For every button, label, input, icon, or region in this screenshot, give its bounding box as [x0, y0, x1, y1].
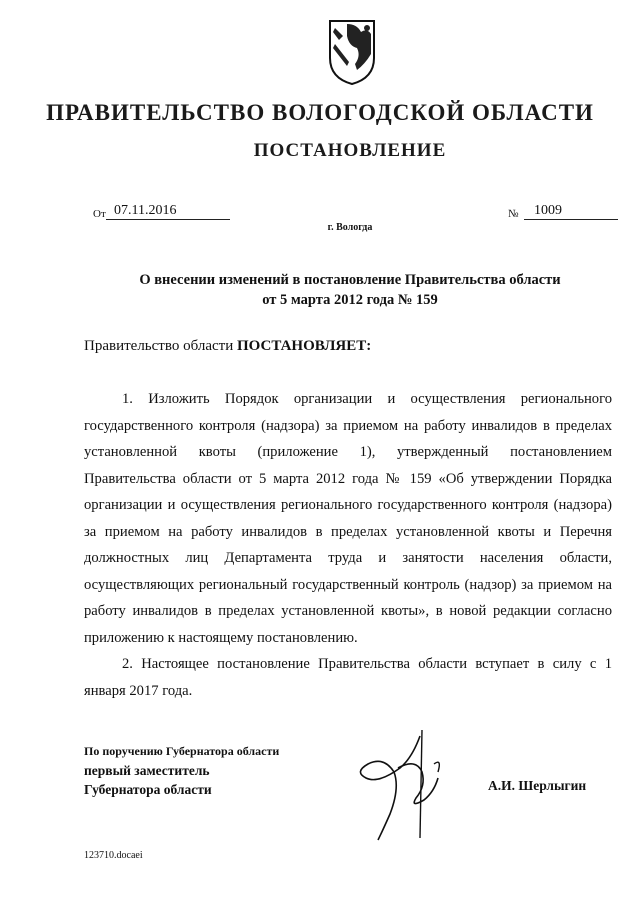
city: г. Вологда — [327, 222, 373, 233]
document-date: 07.11.2016 — [106, 203, 230, 220]
subject-line-2: от 5 марта 2012 года № 159 — [262, 292, 438, 308]
document-number: 1009 — [524, 203, 618, 220]
file-reference: 123710.docaei — [84, 850, 143, 861]
signatory-line-1: По поручению Губернатора области — [84, 744, 280, 758]
paragraph-1: 1. Изложить Порядок организации и осуществления регионального государственного контроля (надзора) за приемом на работу инвалидов в пределах установленной квоты (приложение 1), утвержденный постановлением Правительства области от 5 марта 2012 года № 159 «Об утверждении Порядка организации и осуществления регионального государственного контроля (надзора) за приемом на работу инвалидов в пределах установленной квоты и Перечня должностных лиц Департамента труда и занятости населения области, осуществляющих региональный государственный контроль (надзор) за приемом на работу инвалидов в пределах установленной квоты», в новой редакции согласно приложению к настоящему постановлению. — [84, 391, 612, 646]
resolves-line — [84, 338, 371, 355]
vologda-coat-of-arms-icon — [327, 18, 377, 86]
document-body — [84, 386, 612, 704]
date-label: От — [93, 208, 106, 220]
signatory-line-2: первый заместитель — [84, 763, 210, 778]
signatory-line-3: Губернатора области — [84, 782, 212, 797]
resolves-prefix: Правительство области — [84, 338, 234, 354]
number-label: № — [508, 208, 519, 220]
handwritten-signature — [338, 728, 478, 848]
signatory-name: А.И. Шерлыгин — [488, 778, 587, 793]
subject-line-1: О внесении изменений в постановление Правительства области — [139, 272, 561, 288]
paragraph-2: 2. Настоящее постановление Правительства области вступает в силу с 1 января 2017 года. — [84, 656, 612, 699]
government-title: ПРАВИТЕЛЬСТВО ВОЛОГОДСКОЙ ОБЛАСТИ — [46, 100, 594, 125]
signatory-position — [84, 742, 279, 799]
document-subject — [80, 270, 620, 310]
document-type: ПОСТАНОВЛЕНИЕ — [253, 140, 447, 161]
resolves-keyword: ПОСТАНОВЛЯЕТ: — [236, 338, 372, 354]
